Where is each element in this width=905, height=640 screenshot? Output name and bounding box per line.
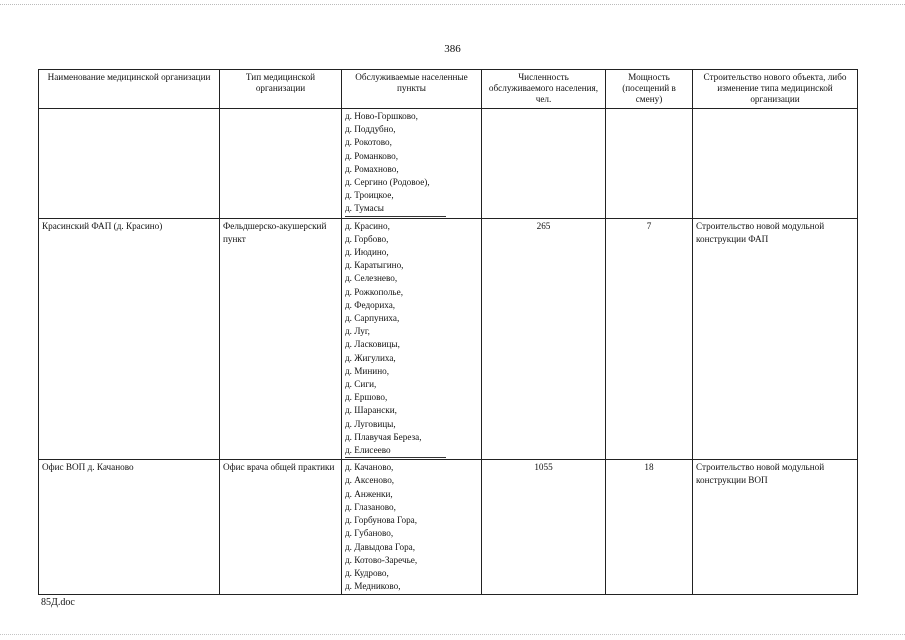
- cell-population: [482, 109, 606, 219]
- settlement-item: д. Федориха,: [345, 299, 396, 310]
- settlement-item: д. Красино,: [345, 220, 390, 231]
- settlement-item: д. Горбунова Гора,: [345, 515, 418, 526]
- cell-construction: Строительство новой модульной конструкции ВОП: [693, 460, 858, 595]
- scan-edge-top: [0, 4, 905, 5]
- cell-settlements: [342, 460, 482, 595]
- document-filename: 85Д.doc: [41, 597, 75, 608]
- settlement-item: д. Луг,: [345, 326, 370, 337]
- settlement-item: д. Июдино,: [345, 247, 389, 258]
- cell-type: [220, 109, 342, 219]
- column-header-type: Тип медицинской организации: [220, 70, 342, 109]
- cell-construction: Строительство новой модульной конструкции ФАП: [693, 218, 858, 460]
- cell-name: Офис ВОП д. Качаново: [39, 460, 220, 595]
- cell-type: Офис врача общей практики: [220, 460, 342, 595]
- settlement-item: д. Жигулиха,: [345, 352, 396, 363]
- settlement-item: д. Аксеново,: [345, 475, 395, 486]
- scan-edge-bottom: [0, 634, 905, 635]
- settlement-item: д. Сарпуниха,: [345, 313, 400, 324]
- settlement-item: д. Горбово,: [345, 233, 389, 244]
- cell-capacity: 7: [606, 218, 693, 460]
- cell-settlements: [342, 218, 482, 460]
- column-header-settlements: Обслуживаемые населенные пункты: [342, 70, 482, 109]
- settlement-item: д. Глазаново,: [345, 501, 396, 512]
- column-header-capacity: Мощность (посещений в смену): [606, 70, 693, 109]
- settlement-item: д. Ромахново,: [345, 163, 399, 174]
- table-body: [39, 109, 858, 595]
- settlement-item: д. Сергино (Родовое),: [345, 177, 430, 188]
- settlement-item: д. Шарански,: [345, 405, 397, 416]
- settlement-item: д. Троицкое,: [345, 190, 394, 201]
- settlement-item: д. Рожкополье,: [345, 286, 403, 297]
- settlement-item: д. Каратыгино,: [345, 260, 404, 271]
- settlement-item: д. Рокотово,: [345, 137, 392, 148]
- settlement-item: д. Губаново,: [345, 528, 394, 539]
- medical-organizations-table: [38, 69, 858, 595]
- cell-construction: [693, 109, 858, 219]
- settlement-item: д. Давыдова Гора,: [345, 541, 416, 552]
- settlement-item: д. Кудрово,: [345, 567, 389, 578]
- cell-capacity: 18: [606, 460, 693, 595]
- settlement-item: д. Романково,: [345, 150, 399, 161]
- table-header-row: [39, 70, 858, 109]
- table-row: [39, 109, 858, 219]
- settlement-item: д. Тумасы: [345, 202, 446, 216]
- page-number: 386: [444, 43, 461, 55]
- settlement-item: д. Луговицы,: [345, 418, 396, 429]
- column-header-name: Наименование медицинской организации: [39, 70, 220, 109]
- settlement-item: д. Поддубно,: [345, 124, 396, 135]
- cell-capacity: [606, 109, 693, 219]
- table-row: [39, 460, 858, 595]
- settlement-item: д. Ласковицы,: [345, 339, 400, 350]
- settlement-item: д. Котово-Заречье,: [345, 554, 418, 565]
- column-header-construction: Строительство нового объекта, либо изменение типа медицинской организации: [693, 70, 858, 109]
- settlement-item: д. Сиги,: [345, 379, 377, 390]
- settlement-item: д. Качаново,: [345, 462, 394, 473]
- settlement-item: д. Селезнево,: [345, 273, 398, 284]
- column-header-population: Численность обслуживаемого населения, чел.: [482, 70, 606, 109]
- settlement-item: д. Медниково,: [345, 581, 401, 592]
- settlement-item: д. Анженки,: [345, 488, 393, 499]
- cell-name: Красинский ФАП (д. Красино): [39, 218, 220, 460]
- cell-settlements: [342, 109, 482, 219]
- settlement-item: д. Ершово,: [345, 392, 388, 403]
- table-row: [39, 218, 858, 460]
- cell-population: 1055: [482, 460, 606, 595]
- settlement-item: д. Елисеево: [345, 444, 446, 458]
- cell-population: 265: [482, 218, 606, 460]
- cell-name: [39, 109, 220, 219]
- settlement-item: д. Плавучая Береза,: [345, 431, 422, 442]
- settlement-item: д. Ново-Горшково,: [345, 111, 418, 121]
- cell-type: Фельдшерско-акушерский пункт: [220, 218, 342, 460]
- settlement-item: д. Минино,: [345, 365, 389, 376]
